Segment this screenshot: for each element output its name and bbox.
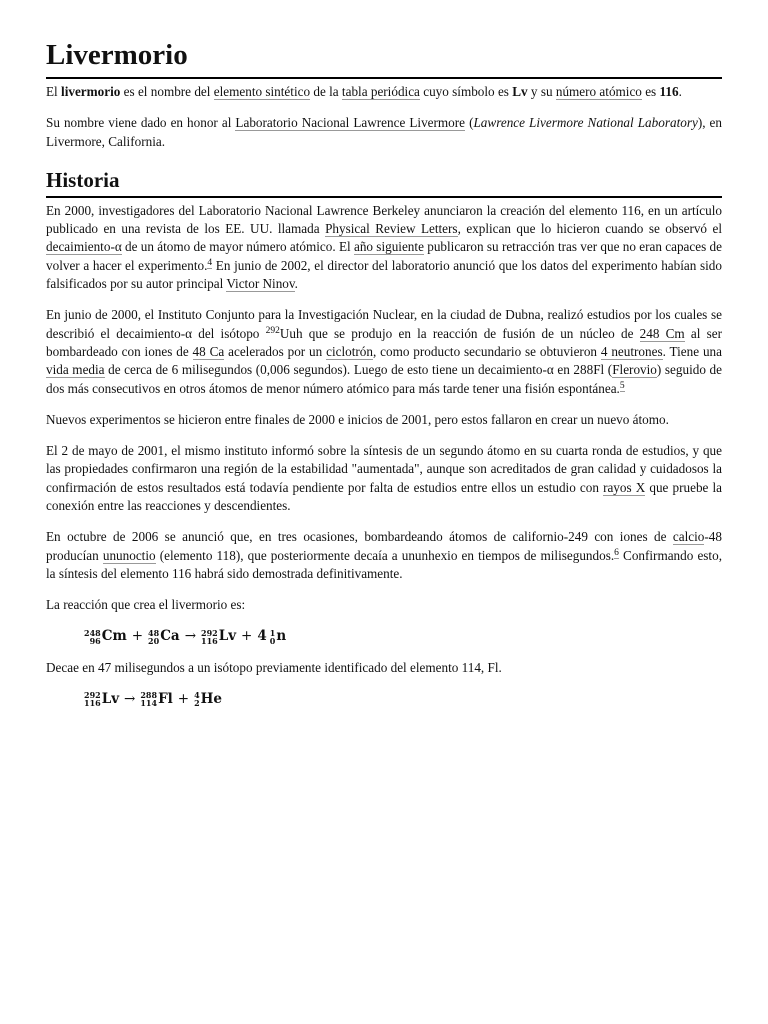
page-title: Livermorio	[46, 38, 722, 79]
isotope-flerovium: 288 114 Fl	[140, 689, 173, 708]
isotope-calcium: 48 20 Ca	[148, 627, 180, 646]
intro-paragraph-2: Su nombre viene dado en honor al Laboratorio Nacional Lawrence Livermore (Lawrence Livermore National Laboratory), en Livermore, California.	[46, 115, 722, 149]
reference-6[interactable]: 6	[614, 547, 619, 558]
link-tabla-periodica[interactable]: tabla periódica	[341, 84, 420, 99]
isotope-livermorium: 292 116 Lv	[84, 689, 120, 708]
bold-term-livermorio: livermorio	[61, 84, 121, 99]
arrow-icon: →	[184, 628, 196, 645]
isotope-helium: 4 2 He	[194, 689, 223, 708]
reference-4[interactable]: 4	[207, 257, 213, 268]
history-paragraph-7: Decae en 47 milisegundos a un isótopo previamente identificado del elemento 114, Fl.	[46, 659, 502, 675]
italic-english-name: Lawrence Livermore National Laboratory	[473, 115, 698, 131]
history-paragraph-5: En octubre de 2006 se anunció que, en tres ocasiones, bombardeando átomos de californio-249 con iones de calcio-48 producían ununoctio (elemento 118), que posteriormente decaía a ununhexio en tiempos de milisegundos.$^6$ Confirmando esto, la síntesis del elemento 116 habrá sido demostrada definitivamente.	[46, 529, 722, 581]
link-48-ca[interactable]: 48 Ca	[192, 343, 225, 359]
reaction-equation	[84, 624, 722, 650]
link-4-neutrones[interactable]: 4 neutrones	[600, 343, 663, 359]
isotope-livermorium: 292 116 Lv	[201, 627, 237, 646]
decay-equation	[84, 686, 722, 712]
bold-symbol: Lv	[512, 84, 528, 99]
link-ununoctio[interactable]: ununoctio	[102, 547, 156, 563]
link-vida-media[interactable]: vida media	[46, 362, 105, 378]
link-physical-review-letters[interactable]: Physical Review Letters	[325, 221, 458, 237]
reference-5[interactable]: 5	[619, 380, 625, 391]
link-laboratorio-livermore[interactable]: Laboratorio Nacional Lawrence Livermore	[235, 115, 466, 131]
link-ciclotron[interactable]: ciclotrón	[326, 343, 373, 359]
arrow-icon: →	[124, 690, 136, 707]
link-calcio[interactable]: calcio	[672, 529, 705, 545]
section-heading-historia: Historia	[46, 167, 722, 198]
link-flerovio[interactable]: Flerovio	[612, 362, 657, 378]
link-rayos-x[interactable]: rayos X	[603, 479, 646, 495]
neutron: 1 0 n	[269, 627, 287, 646]
plus-sign: +	[177, 690, 190, 707]
plus-sign: +	[241, 628, 253, 645]
history-paragraph-2: En junio de 2000, el Instituto Conjunto para la Investigación Nuclear, en la ciudad de Dubna, realizó estudios por los cuales se describió el decaimiento-α del isótopo $^{292}$Uuh que se produjo en la reacción de fusión de un núcleo de 248 Cm al ser bombardeado con iones de 48 Ca acelerados por un ciclotrón, como producto secundario se obtuvieron 4 neutrones. Tiene una vida media de cerca de 6 milisegundos (0,006 segundos). Luego de esto tiene un decaimiento-α en 288Fl (Flerovio) seguido de dos más consecutivos en otros átomos de menor número atómico para más tarde tener una fisión espontánea.$^5$	[46, 307, 723, 396]
article	[46, 0, 722, 712]
history-paragraph-4: El 2 de mayo de 2001, el mismo instituto informó sobre la síntesis de un segundo átomo en su cuarta ronda de estudios, y que las propiedades confirmaron una región de la estabilidad "aumentada", aunque son acreditados de gran calidad y cuidadosos la confirmación de estos resultados está todavía pendiente por falta de estudios entre ellos un estudio con rayos X que pruebe la conexión entre las reacciones y descendientes.	[46, 443, 723, 514]
link-ano-siguiente[interactable]: año siguiente	[353, 239, 424, 255]
link-victor-ninov[interactable]: Victor Ninov	[226, 276, 295, 292]
neutron-coefficient: 4	[257, 628, 267, 645]
link-numero-atomico[interactable]: número atómico	[555, 84, 642, 99]
link-decaimiento-alfa[interactable]: decaimiento-α	[46, 239, 122, 255]
plus-sign: +	[131, 628, 144, 645]
isotope-curium: 248 96 Cm	[84, 627, 127, 646]
history-paragraph-1: En 2000, investigadores del Laboratorio Nacional Lawrence Berkeley anunciaron la creación del elemento 116, en un artículo publicado en una revista de los EE. UU. llamada Physical Review Letters, explican que lo hicieron cuando se observó el decaimiento-α de un átomo de mayor número atómico. El año siguiente publicaron su retracción tras ver que no eran capaces de volver a hacer el experimento.$^4$ En junio de 2002, el director del laboratorio anunció que los datos del experimento habían sido falsificados por su autor principal Victor Ninov.	[46, 202, 722, 292]
link-248-cm[interactable]: 248 Cm	[639, 325, 685, 341]
link-elemento-sintetico[interactable]: elemento sintético	[213, 84, 311, 99]
history-paragraph-6: La reacción que crea el livermorio es:	[46, 597, 246, 613]
history-paragraph-3: Nuevos experimentos se hicieron entre finales de 2000 e inicios de 2001, pero estos fallaron en crear un nuevo átomo.	[46, 411, 669, 427]
bold-atomic-number: 116	[659, 84, 679, 99]
intro-paragraph-1: El livermorio es el nombre del elemento sintético de la tabla periódica cuyo símbolo es Lv y su número atómico es 116.	[46, 84, 682, 99]
isotope-mass-superscript: 292	[265, 325, 280, 336]
